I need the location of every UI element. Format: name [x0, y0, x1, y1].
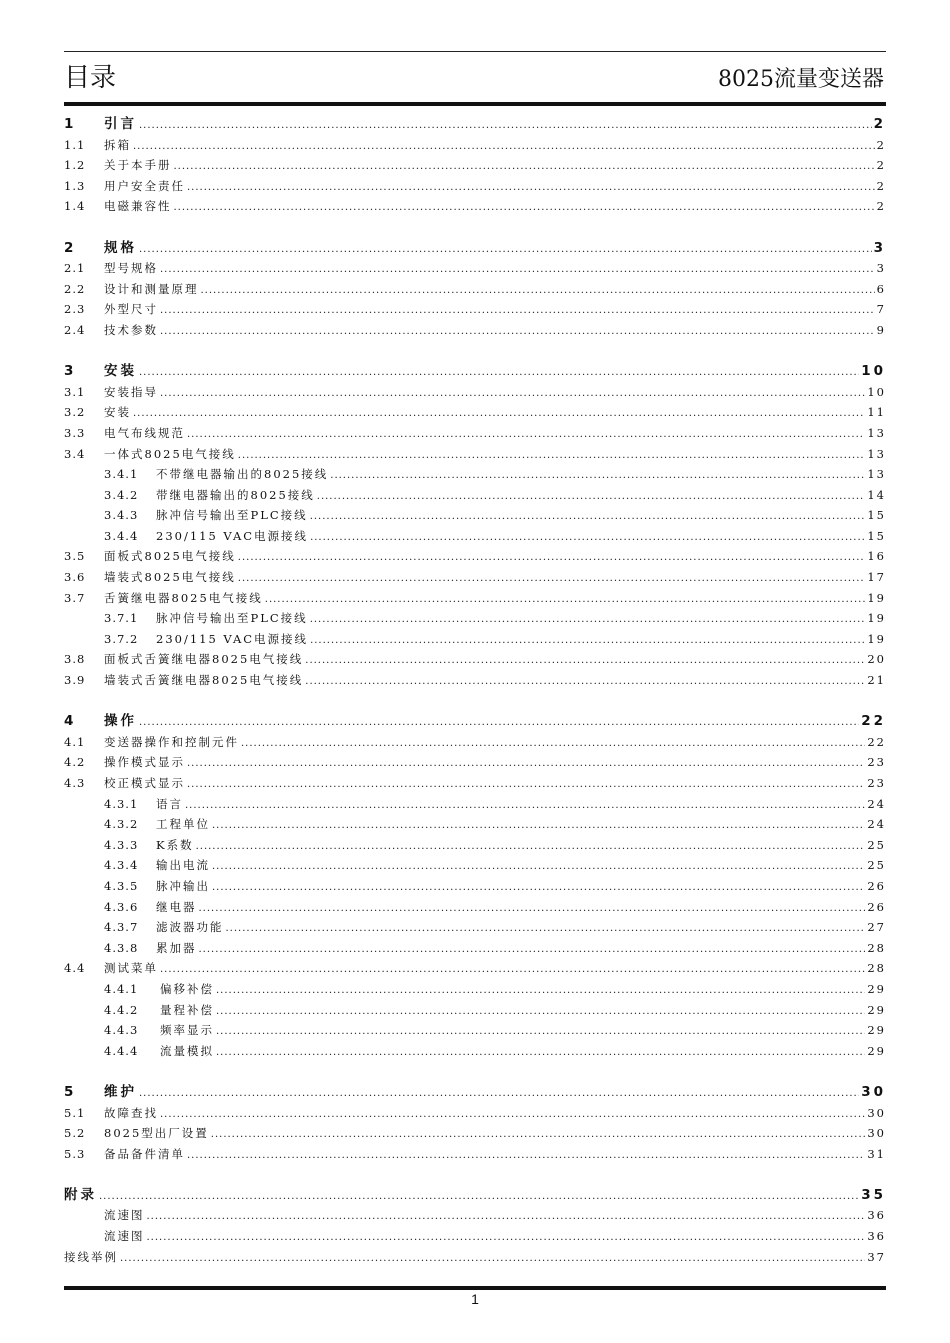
toc-subentry[interactable]: 3.4.3 脉冲信号输出至PLC接线 ..... 15	[64, 505, 886, 526]
toc-subentry[interactable]: 3.4.2 带继电器输出的8025接线 ..... 14	[64, 485, 886, 506]
toc-spacer	[64, 1164, 886, 1185]
toc-subentry[interactable]: 4.4.2 量程补偿 ..... 29	[64, 1000, 886, 1021]
toc-subentry[interactable]: 3.7.2 230/115 VAC电源接线 ..... 19	[64, 629, 886, 650]
toc-entry[interactable]: 1.4 电磁兼容性 ..... 2	[64, 196, 886, 217]
table-of-contents	[64, 114, 886, 1267]
toc-entry[interactable]: 3.8 面板式舌簧继电器8025电气接线 ..... 20	[64, 649, 886, 670]
page-number: 1	[471, 1291, 479, 1307]
toc-spacer	[64, 217, 886, 238]
toc-entry[interactable]: 4.3 校正模式显示 ..... 23	[64, 773, 886, 794]
toc-chapter[interactable]: 4 操作 ..... 22	[64, 711, 886, 732]
toc-entry[interactable]: 2.3 外型尺寸 ..... 7	[64, 299, 886, 320]
toc-entry[interactable]: 流速图 ..... 36	[64, 1205, 886, 1226]
toc-entry[interactable]: 3.3 电气布线规范 ..... 13	[64, 423, 886, 444]
toc-subentry[interactable]: 3.4.1 不带继电器输出的8025接线 ..... 13	[64, 464, 886, 485]
toc-subentry[interactable]: 4.3.4 输出电流 ..... 25	[64, 855, 886, 876]
toc-entry[interactable]: 3.5 面板式8025电气接线 ..... 16	[64, 546, 886, 567]
toc-subentry[interactable]: 4.3.1 语言 ..... 24	[64, 794, 886, 815]
header-top-rule	[64, 51, 886, 52]
toc-spacer	[64, 1061, 886, 1082]
toc-entry[interactable]: 3.7 舌簧继电器8025电气接线 ..... 19	[64, 588, 886, 609]
toc-entry[interactable]: 接线举例 ..... 37	[64, 1247, 886, 1268]
toc-entry[interactable]: 1.2 关于本手册 ..... 2	[64, 155, 886, 176]
toc-entry[interactable]: 3.6 墙装式8025电气接线 ..... 17	[64, 567, 886, 588]
product-title: 8025流量变送器	[718, 67, 884, 92]
toc-subentry[interactable]: 3.7.1 脉冲信号输出至PLC接线 ..... 19	[64, 608, 886, 629]
toc-entry[interactable]: 5.3 备品备件清单 ..... 31	[64, 1144, 886, 1165]
toc-entry[interactable]: 1.1 拆箱 ..... 2	[64, 135, 886, 156]
toc-entry[interactable]: 2.4 技术参数 ..... 9	[64, 320, 886, 341]
toc-subentry[interactable]: 4.4.4 流量模拟 ..... 29	[64, 1041, 886, 1062]
toc-subentry[interactable]: 4.3.6 继电器 ..... 26	[64, 897, 886, 918]
toc-subentry[interactable]: 4.4.1 偏移补偿 ..... 29	[64, 979, 886, 1000]
page-title: 目录	[64, 63, 117, 93]
toc-subentry[interactable]: 4.3.3 K系数 ..... 25	[64, 835, 886, 856]
toc-chapter[interactable]: 2 规格 ..... 3	[64, 238, 886, 259]
toc-subentry[interactable]: 4.3.7 滤波器功能 ..... 27	[64, 917, 886, 938]
toc-entry[interactable]: 4.4 测试菜单 ..... 28	[64, 958, 886, 979]
toc-subentry[interactable]: 4.3.8 累加器 ..... 28	[64, 938, 886, 959]
toc-subentry[interactable]: 4.3.2 工程单位 ..... 24	[64, 814, 886, 835]
toc-spacer	[64, 691, 886, 712]
toc-entry[interactable]: 2.1 型号规格 ..... 3	[64, 258, 886, 279]
toc-spacer	[64, 341, 886, 362]
toc-entry[interactable]: 流速图 ..... 36	[64, 1226, 886, 1247]
toc-subentry[interactable]: 4.3.5 脉冲输出 ..... 26	[64, 876, 886, 897]
toc-chapter[interactable]: 3 安装 ..... 10	[64, 361, 886, 382]
toc-chapter[interactable]: 1 引言 ..... 2	[64, 114, 886, 135]
toc-appendix[interactable]: 附录 ..... 35	[64, 1185, 886, 1206]
toc-subentry[interactable]: 3.4.4 230/115 VAC电源接线 ..... 15	[64, 526, 886, 547]
toc-chapter[interactable]: 5 维护 ..... 30	[64, 1082, 886, 1103]
toc-entry[interactable]: 1.3 用户安全责任 ..... 2	[64, 176, 886, 197]
toc-entry[interactable]: 2.2 设计和测量原理 ..... 6	[64, 279, 886, 300]
toc-entry[interactable]: 4.2 操作模式显示 ..... 23	[64, 752, 886, 773]
toc-entry[interactable]: 4.1 变送器操作和控制元件 ..... 22	[64, 732, 886, 753]
toc-entry[interactable]: 3.2 安装 ..... 11	[64, 402, 886, 423]
toc-entry[interactable]: 3.9 墙装式舌簧继电器8025电气接线 ..... 21	[64, 670, 886, 691]
toc-entry[interactable]: 5.2 8025型出厂设置 ..... 30	[64, 1123, 886, 1144]
toc-entry[interactable]: 3.4 一体式8025电气接线 ..... 13	[64, 444, 886, 465]
toc-entry[interactable]: 5.1 故障查找 ..... 30	[64, 1103, 886, 1124]
header-bottom-rule	[64, 102, 886, 106]
toc-subentry[interactable]: 4.4.3 频率显示 ..... 29	[64, 1020, 886, 1041]
toc-entry[interactable]: 3.1 安装指导 ..... 10	[64, 382, 886, 403]
